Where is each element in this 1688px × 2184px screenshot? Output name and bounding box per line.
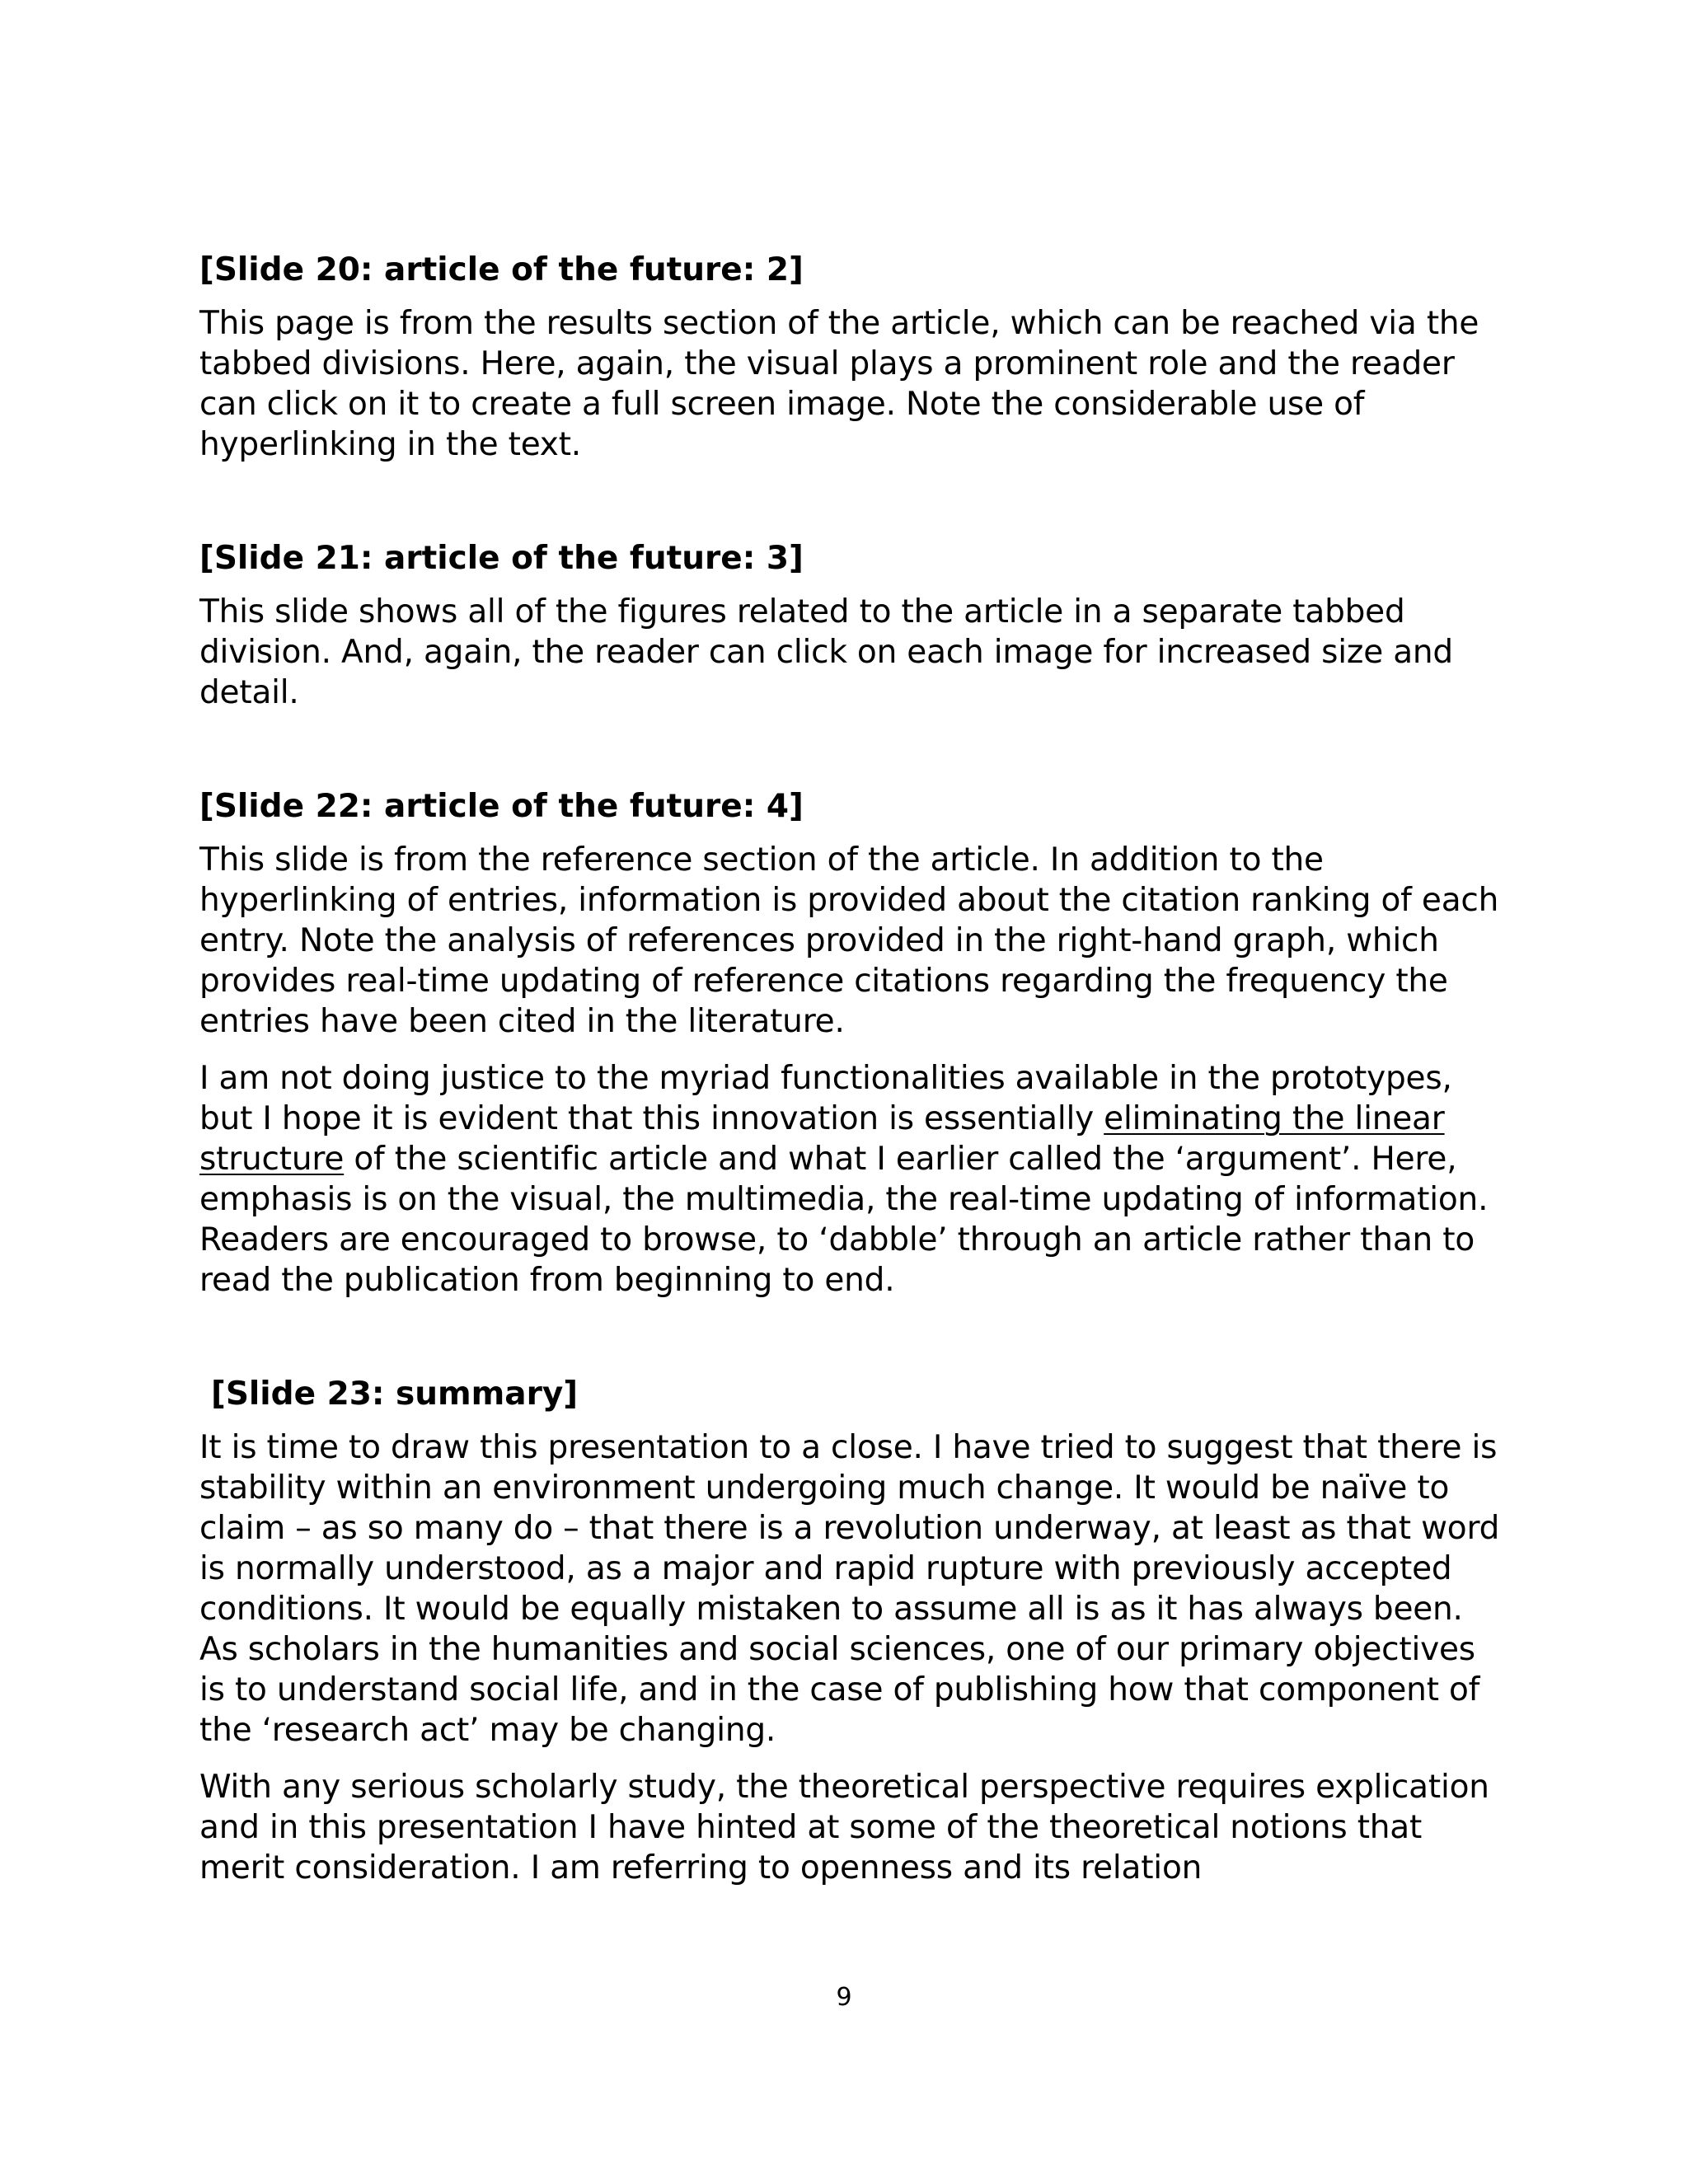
- page-content: [199, 249, 1502, 1905]
- paragraph-slide-22-second: [199, 1058, 1502, 1301]
- paragraph-slide-23-second: With any serious scholarly study, the theoretical perspective requires explication and in this presentation I have hinted at some of the theoretical notions that merit consideration. I am referring to openness and its relation: [199, 1769, 1489, 1886]
- paragraph-slide-23-first: It is time to draw this presentation to a close. I have tried to suggest that there is stability within an environment undergoing much change. It would be naïve to claim – as so many do – that there is a revolution underway, at least as that word is normally understood, as a major and rapid rupture with previously accepted conditions. It would be equally mistaken to assume all is as it has always been. As scholars in the humanities and social sciences, one of our primary objectives is to understand social life, and in the case of publishing how that component of the ‘research act’ may be changing.: [199, 1429, 1500, 1749]
- page-number: 9: [836, 1983, 852, 2012]
- paragraph-slide-21: This slide shows all of the figures related to the article in a separate tabbed division. And, again, the reader can click on each image for increased size and detail.: [199, 593, 1453, 711]
- underlined-phrase: eliminating the linear structure: [199, 1100, 1445, 1178]
- paragraph-slide-22-first: This slide is from the reference section of the article. In addition to the hyperlinking of entries, information is provided about the citation ranking of each entry. Note the analysis of references provided in the right-hand graph, which provides real-time updating of reference citations regarding the frequency the entries have been cited in the literature.: [199, 841, 1499, 1040]
- paragraph-slide-20: This page is from the results section of the article, which can be reached via the tabbed divisions. Here, again, the visual plays a prominent role and the reader can click on it to create a full screen image. Note the considerable use of hyperlinking in the text.: [199, 305, 1479, 463]
- section-heading-slide-21: [Slide 21: article of the future: 3]: [199, 540, 804, 577]
- section-heading-slide-23: [Slide 23: summary]: [211, 1376, 579, 1413]
- paragraph-text-after-underline: of the scientific article and what I earlier called the ‘argument’. Here, emphasis is on the visual, the multimedia, the real-time updating of information. Readers are encouraged to browse, to ‘dabble’ through an article rather than to read the publication from beginning to end.: [199, 1141, 1489, 1299]
- section-heading-slide-22: [Slide 22: article of the future: 4]: [199, 788, 804, 825]
- paragraph-text-before-underline: I am not doing justice to the myriad functionalities available in the prototypes, but I hope it is evident that this innovation is essentially: [199, 1060, 1452, 1137]
- section-heading-slide-20: [Slide 20: article of the future: 2]: [199, 251, 804, 288]
